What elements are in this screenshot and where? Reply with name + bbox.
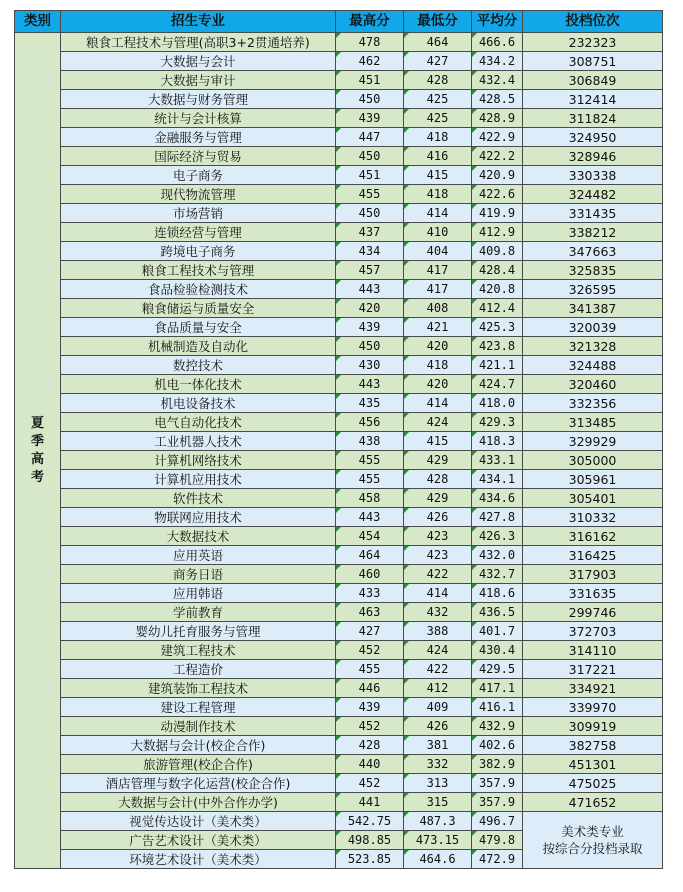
min-score-cell: 464 — [404, 33, 472, 52]
major-cell: 食品质量与安全 — [61, 318, 336, 337]
table-row — [15, 71, 663, 90]
table-row — [15, 546, 663, 565]
max-score-cell: 447 — [336, 128, 404, 147]
art-admission-note — [523, 812, 663, 869]
major-cell: 电子商务 — [61, 166, 336, 185]
min-score-cell: 409 — [404, 698, 472, 717]
header-rank: 投档位次 — [523, 11, 663, 33]
min-score-cell: 381 — [404, 736, 472, 755]
rank-cell: 332356 — [523, 394, 663, 413]
major-cell: 跨境电子商务 — [61, 242, 336, 261]
avg-score-cell: 436.5 — [472, 603, 523, 622]
rank-cell: 311824 — [523, 109, 663, 128]
table-row — [15, 280, 663, 299]
table-row — [15, 128, 663, 147]
max-score-cell: 450 — [336, 337, 404, 356]
major-cell: 应用韩语 — [61, 584, 336, 603]
table-row — [15, 413, 663, 432]
table-row — [15, 451, 663, 470]
rank-cell: 324488 — [523, 356, 663, 375]
min-score-cell: 414 — [404, 584, 472, 603]
table-row — [15, 185, 663, 204]
avg-score-cell: 433.1 — [472, 451, 523, 470]
rank-cell: 320039 — [523, 318, 663, 337]
max-score-cell: 478 — [336, 33, 404, 52]
max-score-cell: 523.85 — [336, 850, 404, 869]
table-row — [15, 375, 663, 394]
rank-cell: 305961 — [523, 470, 663, 489]
major-cell: 统计与会计核算 — [61, 109, 336, 128]
rank-cell: 329929 — [523, 432, 663, 451]
table-row — [15, 793, 663, 812]
rank-cell: 325835 — [523, 261, 663, 280]
major-cell: 旅游管理(校企合作) — [61, 755, 336, 774]
rank-cell: 471652 — [523, 793, 663, 812]
avg-score-cell: 425.3 — [472, 318, 523, 337]
rank-cell: 317221 — [523, 660, 663, 679]
max-score-cell: 434 — [336, 242, 404, 261]
max-score-cell: 542.75 — [336, 812, 404, 831]
rank-cell: 331635 — [523, 584, 663, 603]
header-avg-score: 平均分 — [472, 11, 523, 33]
table-row — [15, 33, 663, 52]
max-score-cell: 437 — [336, 223, 404, 242]
min-score-cell: 418 — [404, 185, 472, 204]
avg-score-cell: 426.3 — [472, 527, 523, 546]
min-score-cell: 423 — [404, 546, 472, 565]
rank-cell: 331435 — [523, 204, 663, 223]
major-cell: 粮食工程技术与管理(高职3+2贯通培养) — [61, 33, 336, 52]
rank-cell: 321328 — [523, 337, 663, 356]
min-score-cell: 423 — [404, 527, 472, 546]
min-score-cell: 412 — [404, 679, 472, 698]
max-score-cell: 450 — [336, 147, 404, 166]
min-score-cell: 422 — [404, 565, 472, 584]
rank-cell: 306849 — [523, 71, 663, 90]
rank-cell: 328946 — [523, 147, 663, 166]
rank-cell: 451301 — [523, 755, 663, 774]
rank-cell: 320460 — [523, 375, 663, 394]
table-row — [15, 223, 663, 242]
note-line-2: 按综合分投档录取 — [542, 841, 643, 856]
rank-cell: 309919 — [523, 717, 663, 736]
avg-score-cell: 401.7 — [472, 622, 523, 641]
avg-score-cell: 430.4 — [472, 641, 523, 660]
max-score-cell: 450 — [336, 204, 404, 223]
min-score-cell: 425 — [404, 109, 472, 128]
min-score-cell: 426 — [404, 717, 472, 736]
table-row — [15, 508, 663, 527]
avg-score-cell: 420.9 — [472, 166, 523, 185]
major-cell: 工程造价 — [61, 660, 336, 679]
table-row — [15, 109, 663, 128]
avg-score-cell: 409.8 — [472, 242, 523, 261]
avg-score-cell: 422.6 — [472, 185, 523, 204]
max-score-cell: 457 — [336, 261, 404, 280]
table-row — [15, 679, 663, 698]
major-cell: 连锁经营与管理 — [61, 223, 336, 242]
min-score-cell: 428 — [404, 470, 472, 489]
max-score-cell: 451 — [336, 166, 404, 185]
min-score-cell: 420 — [404, 375, 472, 394]
major-cell: 国际经济与贸易 — [61, 147, 336, 166]
min-score-cell: 415 — [404, 166, 472, 185]
rank-cell: 382758 — [523, 736, 663, 755]
max-score-cell: 430 — [336, 356, 404, 375]
max-score-cell: 443 — [336, 280, 404, 299]
max-score-cell: 463 — [336, 603, 404, 622]
min-score-cell: 418 — [404, 356, 472, 375]
min-score-cell: 432 — [404, 603, 472, 622]
avg-score-cell: 422.9 — [472, 128, 523, 147]
table-row — [15, 489, 663, 508]
table-row — [15, 90, 663, 109]
avg-score-cell: 420.8 — [472, 280, 523, 299]
header-max-score: 最高分 — [336, 11, 404, 33]
table-row — [15, 622, 663, 641]
rank-cell: 299746 — [523, 603, 663, 622]
major-cell: 粮食储运与质量安全 — [61, 299, 336, 318]
min-score-cell: 332 — [404, 755, 472, 774]
avg-score-cell: 432.4 — [472, 71, 523, 90]
avg-score-cell: 357.9 — [472, 774, 523, 793]
max-score-cell: 452 — [336, 641, 404, 660]
table-row — [15, 261, 663, 280]
max-score-cell: 460 — [336, 565, 404, 584]
max-score-cell: 462 — [336, 52, 404, 71]
min-score-cell: 464.6 — [404, 850, 472, 869]
max-score-cell: 428 — [336, 736, 404, 755]
major-cell: 环境艺术设计（美术类） — [61, 850, 336, 869]
major-cell: 工业机器人技术 — [61, 432, 336, 451]
avg-score-cell: 434.1 — [472, 470, 523, 489]
table-row — [15, 736, 663, 755]
table-row — [15, 584, 663, 603]
major-cell: 计算机网络技术 — [61, 451, 336, 470]
major-cell: 建筑工程技术 — [61, 641, 336, 660]
max-score-cell: 458 — [336, 489, 404, 508]
avg-score-cell: 428.4 — [472, 261, 523, 280]
avg-score-cell: 432.0 — [472, 546, 523, 565]
max-score-cell: 455 — [336, 185, 404, 204]
min-score-cell: 421 — [404, 318, 472, 337]
min-score-cell: 487.3 — [404, 812, 472, 831]
min-score-cell: 414 — [404, 204, 472, 223]
min-score-cell: 415 — [404, 432, 472, 451]
avg-score-cell: 357.9 — [472, 793, 523, 812]
table-row — [15, 603, 663, 622]
major-cell: 婴幼儿托育服务与管理 — [61, 622, 336, 641]
rank-cell: 317903 — [523, 565, 663, 584]
max-score-cell: 439 — [336, 109, 404, 128]
min-score-cell: 315 — [404, 793, 472, 812]
rank-cell: 308751 — [523, 52, 663, 71]
min-score-cell: 404 — [404, 242, 472, 261]
table-row — [15, 204, 663, 223]
rank-cell: 330338 — [523, 166, 663, 185]
avg-score-cell: 418.6 — [472, 584, 523, 603]
avg-score-cell: 418.3 — [472, 432, 523, 451]
table-row — [15, 717, 663, 736]
header-major: 招生专业 — [61, 11, 336, 33]
major-cell: 软件技术 — [61, 489, 336, 508]
avg-score-cell: 429.3 — [472, 413, 523, 432]
min-score-cell: 429 — [404, 451, 472, 470]
avg-score-cell: 418.0 — [472, 394, 523, 413]
max-score-cell: 454 — [336, 527, 404, 546]
header-category: 类别 — [15, 11, 61, 33]
table-row — [15, 299, 663, 318]
major-cell: 现代物流管理 — [61, 185, 336, 204]
header-row — [15, 11, 663, 33]
max-score-cell: 452 — [336, 774, 404, 793]
table-row — [15, 698, 663, 717]
avg-score-cell: 432.9 — [472, 717, 523, 736]
min-score-cell: 473.15 — [404, 831, 472, 850]
table-row — [15, 470, 663, 489]
max-score-cell: 441 — [336, 793, 404, 812]
max-score-cell: 420 — [336, 299, 404, 318]
major-cell: 酒店管理与数字化运营(校企合作) — [61, 774, 336, 793]
avg-score-cell: 496.7 — [472, 812, 523, 831]
major-cell: 大数据技术 — [61, 527, 336, 546]
rank-cell: 334921 — [523, 679, 663, 698]
avg-score-cell: 402.6 — [472, 736, 523, 755]
avg-score-cell: 416.1 — [472, 698, 523, 717]
avg-score-cell: 427.8 — [472, 508, 523, 527]
avg-score-cell: 424.7 — [472, 375, 523, 394]
rank-cell: 316162 — [523, 527, 663, 546]
major-cell: 应用英语 — [61, 546, 336, 565]
avg-score-cell: 421.1 — [472, 356, 523, 375]
major-cell: 广告艺术设计（美术类） — [61, 831, 336, 850]
major-cell: 机电一体化技术 — [61, 375, 336, 394]
table-row — [15, 660, 663, 679]
max-score-cell: 435 — [336, 394, 404, 413]
major-cell: 大数据与会计 — [61, 52, 336, 71]
rank-cell: 339970 — [523, 698, 663, 717]
admission-score-table — [14, 10, 663, 869]
max-score-cell: 451 — [336, 71, 404, 90]
major-cell: 电气自动化技术 — [61, 413, 336, 432]
max-score-cell: 446 — [336, 679, 404, 698]
max-score-cell: 433 — [336, 584, 404, 603]
max-score-cell: 455 — [336, 451, 404, 470]
table-row — [15, 52, 663, 71]
rank-cell: 310332 — [523, 508, 663, 527]
max-score-cell: 440 — [336, 755, 404, 774]
table-row — [15, 565, 663, 584]
rank-cell: 312414 — [523, 90, 663, 109]
avg-score-cell: 472.9 — [472, 850, 523, 869]
table-row — [15, 774, 663, 793]
min-score-cell: 388 — [404, 622, 472, 641]
avg-score-cell: 419.9 — [472, 204, 523, 223]
max-score-cell: 450 — [336, 90, 404, 109]
max-score-cell: 438 — [336, 432, 404, 451]
table-row — [15, 166, 663, 185]
rank-cell: 305000 — [523, 451, 663, 470]
min-score-cell: 424 — [404, 641, 472, 660]
min-score-cell: 420 — [404, 337, 472, 356]
major-cell: 视觉传达设计（美术类） — [61, 812, 336, 831]
avg-score-cell: 434.2 — [472, 52, 523, 71]
table-row — [15, 356, 663, 375]
table-row — [15, 755, 663, 774]
min-score-cell: 426 — [404, 508, 472, 527]
header-min-score: 最低分 — [404, 11, 472, 33]
min-score-cell: 422 — [404, 660, 472, 679]
rank-cell: 372703 — [523, 622, 663, 641]
avg-score-cell: 422.2 — [472, 147, 523, 166]
min-score-cell: 410 — [404, 223, 472, 242]
major-cell: 大数据与审计 — [61, 71, 336, 90]
avg-score-cell: 428.9 — [472, 109, 523, 128]
rank-cell: 341387 — [523, 299, 663, 318]
table-row — [15, 394, 663, 413]
min-score-cell: 425 — [404, 90, 472, 109]
max-score-cell: 452 — [336, 717, 404, 736]
major-cell: 学前教育 — [61, 603, 336, 622]
major-cell: 动漫制作技术 — [61, 717, 336, 736]
rank-cell: 324482 — [523, 185, 663, 204]
min-score-cell: 313 — [404, 774, 472, 793]
rank-cell: 338212 — [523, 223, 663, 242]
max-score-cell: 464 — [336, 546, 404, 565]
category-cell: 夏 季 高 考 — [15, 33, 61, 869]
avg-score-cell: 412.4 — [472, 299, 523, 318]
avg-score-cell: 429.5 — [472, 660, 523, 679]
rank-cell: 232323 — [523, 33, 663, 52]
avg-score-cell: 466.6 — [472, 33, 523, 52]
major-cell: 市场营销 — [61, 204, 336, 223]
major-cell: 机械制造及自动化 — [61, 337, 336, 356]
major-cell: 建筑装饰工程技术 — [61, 679, 336, 698]
table-row — [15, 242, 663, 261]
avg-score-cell: 432.7 — [472, 565, 523, 584]
major-cell: 商务日语 — [61, 565, 336, 584]
min-score-cell: 418 — [404, 128, 472, 147]
rank-cell: 313485 — [523, 413, 663, 432]
max-score-cell: 455 — [336, 470, 404, 489]
avg-score-cell: 412.9 — [472, 223, 523, 242]
table-row — [15, 812, 663, 831]
rank-cell: 305401 — [523, 489, 663, 508]
avg-score-cell: 479.8 — [472, 831, 523, 850]
major-cell: 计算机应用技术 — [61, 470, 336, 489]
max-score-cell: 455 — [336, 660, 404, 679]
table-row — [15, 147, 663, 166]
table-row — [15, 432, 663, 451]
max-score-cell: 443 — [336, 375, 404, 394]
min-score-cell: 417 — [404, 280, 472, 299]
major-cell: 粮食工程技术与管理 — [61, 261, 336, 280]
major-cell: 机电设备技术 — [61, 394, 336, 413]
avg-score-cell: 428.5 — [472, 90, 523, 109]
note-line-1: 美术类专业 — [561, 824, 624, 839]
max-score-cell: 439 — [336, 698, 404, 717]
max-score-cell: 439 — [336, 318, 404, 337]
major-cell: 物联网应用技术 — [61, 508, 336, 527]
max-score-cell: 427 — [336, 622, 404, 641]
avg-score-cell: 423.8 — [472, 337, 523, 356]
major-cell: 数控技术 — [61, 356, 336, 375]
avg-score-cell: 434.6 — [472, 489, 523, 508]
major-cell: 大数据与会计(中外合作办学) — [61, 793, 336, 812]
rank-cell: 324950 — [523, 128, 663, 147]
table-row — [15, 337, 663, 356]
major-cell: 大数据与会计(校企合作) — [61, 736, 336, 755]
major-cell: 食品检验检测技术 — [61, 280, 336, 299]
rank-cell: 316425 — [523, 546, 663, 565]
min-score-cell: 408 — [404, 299, 472, 318]
rank-cell: 475025 — [523, 774, 663, 793]
min-score-cell: 416 — [404, 147, 472, 166]
major-cell: 建设工程管理 — [61, 698, 336, 717]
major-cell: 大数据与财务管理 — [61, 90, 336, 109]
min-score-cell: 428 — [404, 71, 472, 90]
min-score-cell: 414 — [404, 394, 472, 413]
max-score-cell: 456 — [336, 413, 404, 432]
avg-score-cell: 417.1 — [472, 679, 523, 698]
rank-cell: 326595 — [523, 280, 663, 299]
table-row — [15, 318, 663, 337]
major-cell: 金融服务与管理 — [61, 128, 336, 147]
table-row — [15, 527, 663, 546]
avg-score-cell: 382.9 — [472, 755, 523, 774]
min-score-cell: 417 — [404, 261, 472, 280]
min-score-cell: 427 — [404, 52, 472, 71]
rank-cell: 347663 — [523, 242, 663, 261]
rank-cell: 314110 — [523, 641, 663, 660]
max-score-cell: 443 — [336, 508, 404, 527]
admission-score-table-container — [14, 10, 663, 869]
min-score-cell: 424 — [404, 413, 472, 432]
table-row — [15, 641, 663, 660]
min-score-cell: 429 — [404, 489, 472, 508]
max-score-cell: 498.85 — [336, 831, 404, 850]
